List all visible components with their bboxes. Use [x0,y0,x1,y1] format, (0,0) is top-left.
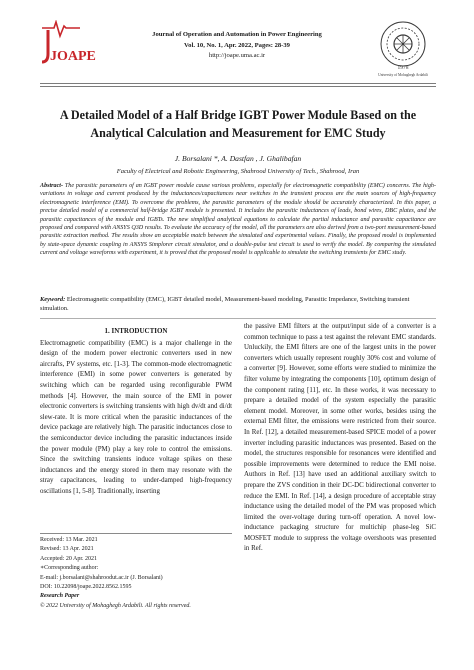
paper-type: Research Paper [40,593,80,600]
author-email[interactable]: E-mail: j.borsalani@shahroodut.ac.ir (J. Borsalani) [40,574,163,581]
keywords [40,296,436,313]
journal-logo [40,20,102,70]
section-heading: 1. INTRODUCTION [104,327,168,335]
paper-authors: J. Borsalani *, A. Dastfan , J. Ghalibafan [174,154,302,163]
journal-url[interactable]: http://joape.uma.ac.ir [208,52,266,59]
doi[interactable]: DOI: 10.22098/joape.2022.8562.1595 [40,584,132,591]
accepted-date: Accepted: 20 Apr. 2021 [40,555,97,562]
paper-title: A Detailed Model of a Half Bridge IGBT Power Module Based on the Analytical Calculation and Measurement for EMC Study [59,108,417,140]
abstract-text: The parasitic parameters of an IGBT power module cause various problems, especially for electromagnetic compatibility (EMC) concerns. The high-variations in voltage and current produced by the inductances/capacitances near switches in the transient process are the main sources of high-frequency electromagnetic interference (EMI). To overcome the problems, the parasitic parameters of the module should be accurately characterized. In this paper, a precise detailed model of a commercial half-bridge IGBT module is presented. It includes the parasitic inductances of leads, bond wires, DBC plates, and the parasitic capacitances of the module and IGBTs. The new simplified analytical equations to calculate the partial inductance and parasitic capacitance are proposed and compared with ANSYS Q3D results. To evaluate the accuracy of the model, all the parameters are also derived from a two-port measurement-based parasitic extraction method. The results show an acceptable match between the simulated and experimental values. Finally, the proposed model is implemented by state-space dynamic coupling in ANSYS Simplorer circuit simulator, and a double-pulse test circuit is used to verify the model. By comparing the simulated current and voltage waveforms with experiment, it is proved that the proposed model is applicable to simulate the switching transients for EMC study. [40,183,436,257]
university-seal [370,18,436,78]
corresponding-author: ∗Corresponding author: [40,565,99,572]
body-column-right [244,322,436,555]
journal-header [112,30,362,62]
footnote-rule [40,533,232,534]
copyright: © 2022 University of Mohaghegh Ardabili. All rights reserved. [40,602,191,609]
keywords-text: Electromagnetic compatibility (EMC), IGBT detailed model, Measurement-based modeling, Parasitic Impedance, Switching transient simulation. [40,296,410,312]
revised-date: Revised: 13 Apr. 2021 [40,546,94,553]
section-divider [40,318,436,319]
seal-text: University of Mohaghegh Ardabili [378,73,428,77]
keywords-label: Keyword: [40,296,66,303]
journal-name: Journal of Operation and Automation in Power Engineering [152,31,322,38]
journal-volume: Vol. 10, No. 1, Apr. 2022, Pages: 28-39 [184,41,290,49]
logo-text: JOAPE [50,49,96,64]
footnotes [40,536,240,611]
paper-affiliation: Faculty of Electrical and Robotic Engineering, Shahrood University of Tech., Shahrood, Iran [116,168,360,175]
header-rule-secondary [40,86,436,87]
header-rule [40,83,436,84]
body-text-right: the passive EMI filters at the output/input side of a converter is a common technique to pass a test against the relevant EMC standards. Unluckily, the EMI filters are one of the largest units in the power converters which usually represent roughly 30% cost and volume of a converter [9]. However, some efforts were studied to minimize the filter volume by integrating the components [10], optimum design of the component rating [11], etc. In these works, it was necessary to prepare a detailed model of the system especially the parasitic element model. Moreover, in some other works, besides using the external EMI filter, the emissions were restricted from their source. In Ref. [12], a detailed measurement-based SPICE model of a power inverter including parasitic inductances was presented. Based on the model, the structures responsible for resonances were identified and possible improvements were determined to reduce the EMI noise. Authors in Ref. [13] have used an additional auxiliary switch to prepare the ZVS condition in their DC-DC bidirectional converter to reduce the EMI. In Ref. [14], a design procedure of acceptable stray inductance using the detailed model of the PM was proposed which limited the over-voltage during turn-off operation. A novel low-inductance packaging structure for multichip phase-leg SiC MOSFET module to suppress the voltage overshoots was presented in Ref. [244,323,436,553]
seal-year: 1978 [397,65,409,71]
received-date: Received: 13 Mar. 2021 [40,537,98,543]
body-text-left: Electromagnetic compatibility (EMC) is a major challenge in the design of the modern power electronic converters used in new aircrafts, PV systems, etc. [1-3]. The common-mode electromagnetic interference (EMI) in some power converters is generated by switching which can be regarded using reconfigurable PWM methods [4]. However, the main source of the EMI in power electronic converters is switching transients with high dv/dt and di/dt slew-rate. It is more critical when the parasitic inductances of the device package are relatively high. The parasitic inductances close to the semiconductor device including the parasitic inductances inside the power module (PM) play a key role to control the emissions. Since the switching transients induce voltage spikes on these inductances and the energy stored in them may resonate with the stray capacitances, leading to under-damped high-frequency oscillations [1, 5-8]. Traditionally, inserting [40,339,232,495]
abstract [40,182,436,258]
abstract-label: Abstract- [40,183,64,189]
body-column-left [40,322,232,498]
